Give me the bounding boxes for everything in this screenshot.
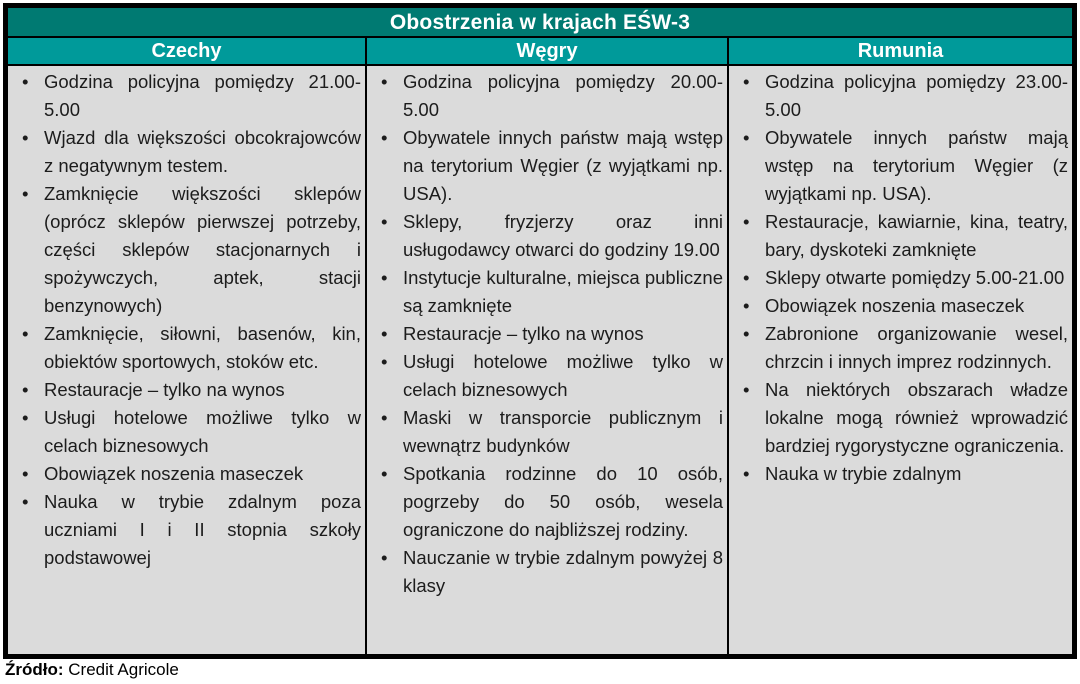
list-item bbox=[375, 208, 723, 264]
list-item bbox=[16, 124, 361, 180]
list-item bbox=[16, 376, 361, 404]
source-label: Źródło: bbox=[5, 660, 64, 679]
list-item-text: Nauka w trybie zdalnym bbox=[765, 463, 962, 484]
list-item-text: Sklepy otwarte pomiędzy 5.00-21.00 bbox=[765, 267, 1065, 288]
list-item-text: Instytucje kulturalne, miejsca publiczne są zamknięte bbox=[403, 267, 723, 316]
bullet-icon: • bbox=[381, 127, 388, 148]
bullet-icon: • bbox=[22, 323, 29, 344]
list-item-text: Sklepy, fryzjerzy oraz inni usługodawcy otwarci do godziny 19.00 bbox=[403, 211, 723, 260]
list-item bbox=[16, 404, 361, 460]
list-item-text: Zabronione organizowanie wesel, chrzcin i innych imprez rodzinnych. bbox=[765, 323, 1068, 372]
list-item bbox=[16, 68, 361, 124]
list-item-text: Godzina policyjna pomiędzy 21.00-5.00 bbox=[44, 71, 361, 120]
list-item bbox=[737, 292, 1068, 320]
list-item-text: Godzina policyjna pomiędzy 23.00-5.00 bbox=[765, 71, 1068, 120]
bullet-icon: • bbox=[381, 547, 388, 568]
list-item-text: Zamknięcie większości sklepów (oprócz sklepów pierwszej potrzeby, części sklepów stacjonarnych i spożywczych, aptek, stacji benzynowych) bbox=[44, 183, 361, 316]
list-item bbox=[375, 460, 723, 544]
bullet-icon: • bbox=[22, 183, 29, 204]
bullet-icon: • bbox=[22, 407, 29, 428]
table-title: Obostrzenia w krajach EŚW-3 bbox=[8, 8, 1072, 38]
bullet-icon: • bbox=[22, 71, 29, 92]
list-item bbox=[375, 404, 723, 460]
list-item bbox=[16, 320, 361, 376]
list-item-text: Godzina policyjna pomiędzy 20.00-5.00 bbox=[403, 71, 723, 120]
list-item-text: Obowiązek noszenia maseczek bbox=[44, 463, 304, 484]
bullet-icon: • bbox=[22, 463, 29, 484]
bullet-icon: • bbox=[743, 127, 750, 148]
column-header-czechy: Czechy bbox=[8, 38, 365, 64]
bullet-icon: • bbox=[381, 211, 388, 232]
list-item bbox=[737, 68, 1068, 124]
column-header-rumunia: Rumunia bbox=[727, 38, 1072, 64]
list-item bbox=[375, 124, 723, 208]
list-item-text: Restauracje – tylko na wynos bbox=[44, 379, 285, 400]
bullet-icon: • bbox=[743, 267, 750, 288]
list-item-text: Wjazd dla większości obcokrajowców z negatywnym testem. bbox=[44, 127, 361, 176]
list-item-text: Obywatele innych państw mają wstęp na terytorium Węgier (z wyjątkami np. USA). bbox=[765, 127, 1068, 204]
list-item-text: Obywatele innych państw mają wstęp na terytorium Węgier (z wyjątkami np. USA). bbox=[403, 127, 723, 204]
bullet-icon: • bbox=[743, 463, 750, 484]
bullet-icon: • bbox=[381, 351, 388, 372]
bullet-icon: • bbox=[22, 379, 29, 400]
bullet-icon: • bbox=[743, 71, 750, 92]
bullet-icon: • bbox=[22, 127, 29, 148]
list-item bbox=[16, 460, 361, 488]
list-item bbox=[16, 488, 361, 572]
bullet-icon: • bbox=[743, 379, 750, 400]
restrictions-list-czechy bbox=[16, 68, 361, 572]
bullet-icon: • bbox=[381, 267, 388, 288]
restrictions-list-wegry bbox=[375, 68, 723, 600]
bullet-icon: • bbox=[743, 323, 750, 344]
column-header-wegry: Węgry bbox=[365, 38, 727, 64]
list-item-text: Usługi hotelowe możliwe tylko w celach biznesowych bbox=[44, 407, 361, 456]
bullet-icon: • bbox=[381, 323, 388, 344]
list-item bbox=[375, 544, 723, 600]
list-item-text: Na niektórych obszarach władze lokalne mogą również wprowadzić bardziej rygorystyczne ograniczenia. bbox=[765, 379, 1068, 456]
restrictions-table bbox=[3, 3, 1077, 659]
table-body bbox=[8, 66, 1072, 654]
list-item-text: Nauka w trybie zdalnym poza uczniami I i II stopnia szkoły podstawowej bbox=[44, 491, 361, 568]
column-wegry bbox=[365, 66, 727, 654]
list-item bbox=[375, 264, 723, 320]
list-item-text: Zamknięcie, siłowni, basenów, kin, obiektów sportowych, stoków etc. bbox=[44, 323, 361, 372]
list-item-text: Usługi hotelowe możliwe tylko w celach biznesowych bbox=[403, 351, 723, 400]
bullet-icon: • bbox=[743, 295, 750, 316]
list-item-text: Spotkania rodzinne do 10 osób, pogrzeby do 50 osób, wesela ograniczone do najbliższej rodziny. bbox=[403, 463, 723, 540]
bullet-icon: • bbox=[381, 407, 388, 428]
list-item bbox=[16, 180, 361, 320]
list-item bbox=[375, 320, 723, 348]
restrictions-list-rumunia bbox=[737, 68, 1068, 488]
list-item-text: Maski w transporcie publicznym i wewnątrz budynków bbox=[403, 407, 723, 456]
source-value: Credit Agricole bbox=[68, 660, 179, 679]
source-note bbox=[5, 660, 179, 680]
list-item bbox=[737, 124, 1068, 208]
column-headers bbox=[8, 38, 1072, 66]
list-item-text: Nauczanie w trybie zdalnym powyżej 8 klasy bbox=[403, 547, 723, 596]
column-czechy bbox=[8, 66, 365, 654]
column-rumunia bbox=[727, 66, 1072, 654]
list-item bbox=[737, 320, 1068, 376]
list-item-text: Restauracje, kawiarnie, kina, teatry, bary, dyskoteki zamknięte bbox=[765, 211, 1068, 260]
bullet-icon: • bbox=[381, 463, 388, 484]
list-item bbox=[737, 208, 1068, 264]
list-item-text: Restauracje – tylko na wynos bbox=[403, 323, 644, 344]
bullet-icon: • bbox=[381, 71, 388, 92]
list-item bbox=[375, 68, 723, 124]
list-item bbox=[375, 348, 723, 404]
list-item bbox=[737, 376, 1068, 460]
bullet-icon: • bbox=[743, 211, 750, 232]
list-item bbox=[737, 264, 1068, 292]
list-item-text: Obowiązek noszenia maseczek bbox=[765, 295, 1025, 316]
bullet-icon: • bbox=[22, 491, 29, 512]
list-item bbox=[737, 460, 1068, 488]
